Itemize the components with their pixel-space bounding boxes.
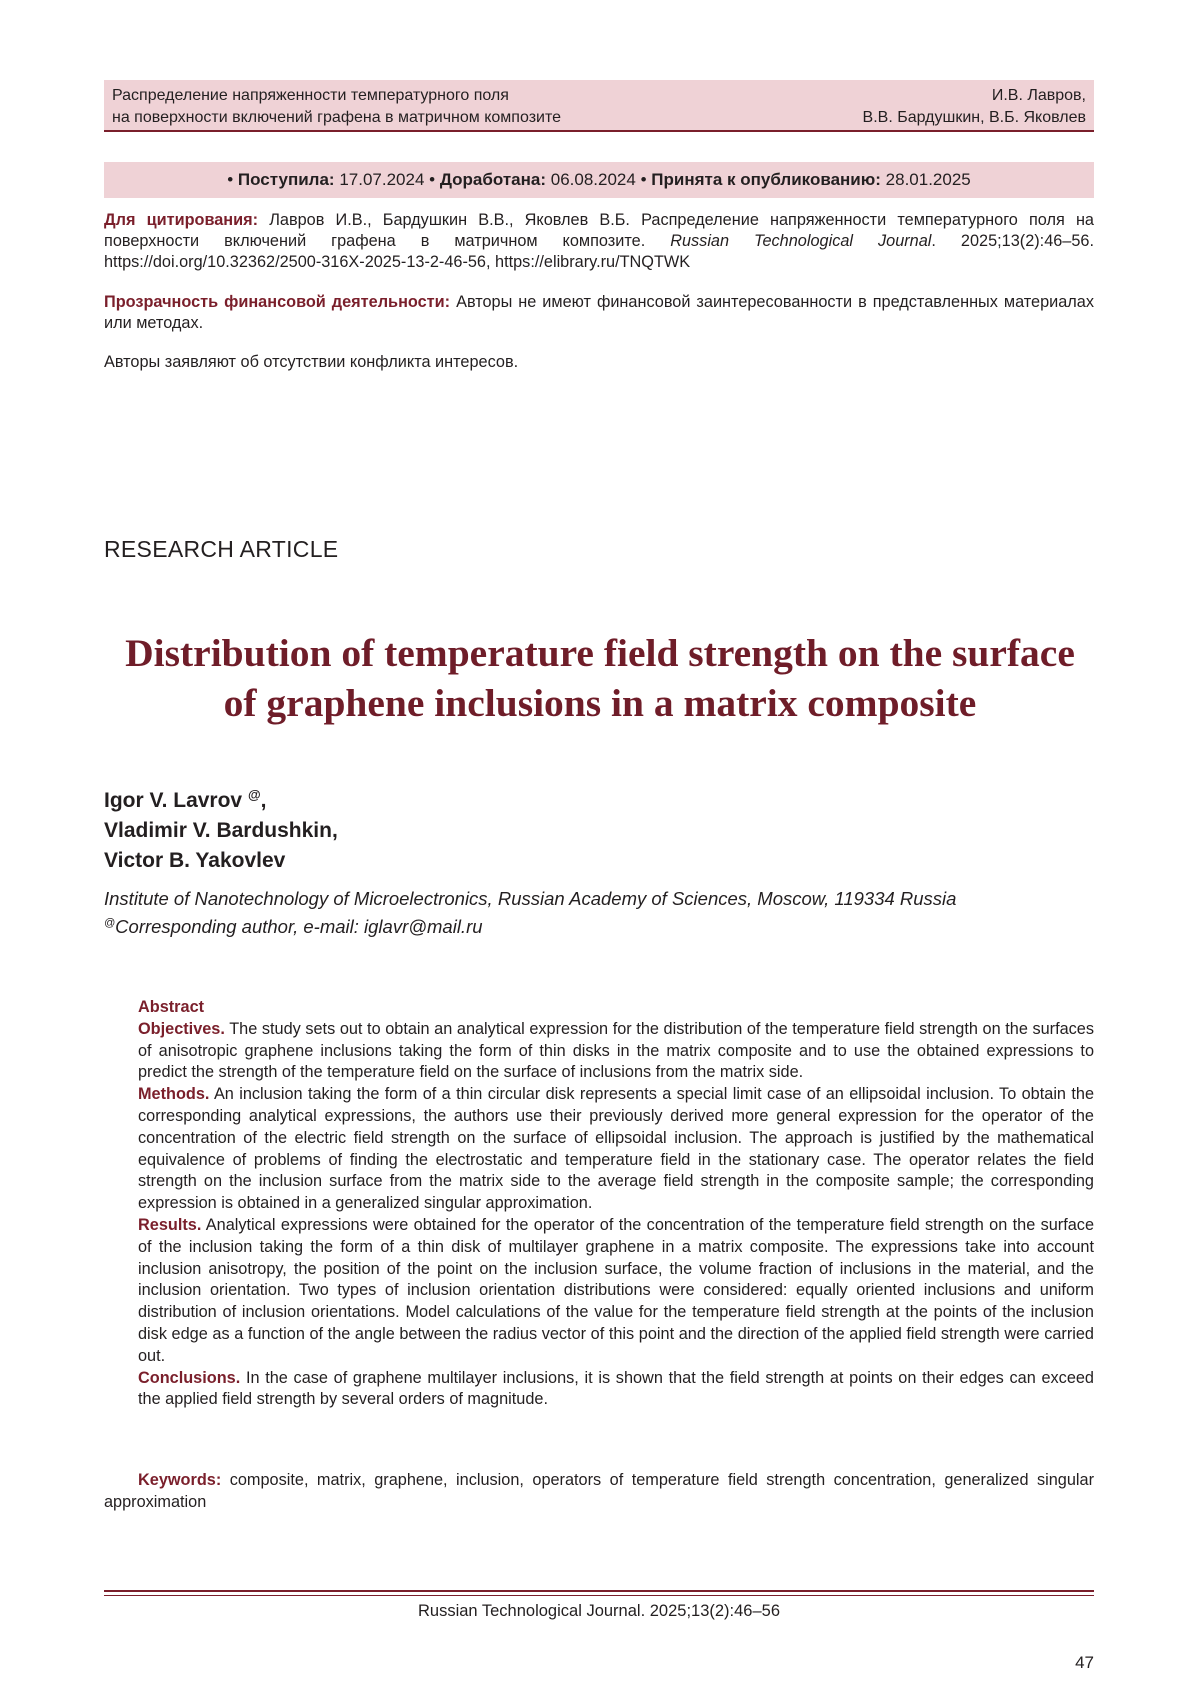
accepted-date: 28.01.2025 xyxy=(885,170,971,189)
bullet: • xyxy=(429,170,440,189)
abstract-objectives xyxy=(138,1019,1094,1084)
accepted-label: Принята к опубликованию: xyxy=(651,170,881,189)
footer-rule xyxy=(104,1590,1094,1592)
page-number: 47 xyxy=(1075,1653,1094,1672)
citation-label: Для цитирования: xyxy=(104,211,259,229)
bullet: • xyxy=(227,170,238,189)
footer-journal: Russian Technological Journal. 2025;13(2):46–56 xyxy=(417,1602,781,1620)
header-title-line2: на поверхности включений графена в матричном композите xyxy=(112,109,562,126)
article-type: RESEARCH ARTICLE xyxy=(104,536,339,562)
methods-text: An inclusion taking the form of a thin circular disk represents a special limit case of an ellipsoidal inclusion. To obtain the corresponding analytical expressions, the authors use their previously derived more general expression for the operator of the concentration of the electric field strength on the surface of ellipsoidal inclusion. The approach is justified by the mathematical equivalence of problems of finding the electrostatic and temperature field in the stationary case. The operator relates the field strength on the inclusion surface from the matrix side to the average field strength in the composite sample; the corresponding expression is obtained in a generalized singular approximation. xyxy=(138,1085,1094,1213)
objectives-label: Objectives. xyxy=(138,1019,225,1038)
methods-label: Methods. xyxy=(138,1085,210,1104)
author-name: Igor V. Lavrov xyxy=(104,789,243,812)
financial-paragraph xyxy=(104,292,1094,334)
revised-date: 06.08.2024 xyxy=(550,170,636,189)
header-authors xyxy=(863,85,1086,129)
abstract-heading: Abstract xyxy=(138,998,205,1016)
financial-label: Прозрачность финансовой деятельности: xyxy=(104,293,451,311)
author-separator: , xyxy=(260,789,267,812)
citation-text: Лавров И.В., Бардушкин В.В., Яковлев В.Б. Распределение напряженности температурного поля на поверхности включений графена в матричном композите. xyxy=(104,211,1094,250)
author-line-2: Vladimir V. Bardushkin, xyxy=(104,819,338,842)
revised-label: Доработана: xyxy=(439,170,547,189)
keywords-text: composite, matrix, graphene, inclusion, operators of temperature field strength concentration, generalized singular approximation xyxy=(104,1471,1095,1511)
footer-rule-thin xyxy=(104,1595,1094,1596)
results-text: Analytical expressions were obtained for the operator of the concentration of the temperature field strength on the surface of the inclusion taking the form of a thin disk of multilayer graphene in a matrix composite. The expressions take into account inclusion anisotropy, the position of the point on the inclusion surface, the volume fraction of inclusions in the material, and the inclusion orientation. Two types of inclusion orientation distributions were considered: equally oriented inclusions and uniform distribution of inclusion orientations. Model calculations of the value for the temperature field strength at the points of the inclusion disk edge as a function of the angle between the radius vector of this point and the direction of the applied field strength were carried out. xyxy=(138,1215,1095,1365)
received-label: Поступила: xyxy=(237,170,335,189)
header-authors-line2: В.В. Бардушкин, В.Б. Яковлев xyxy=(862,109,1086,126)
dates-band xyxy=(104,162,1094,198)
article-title-line2: of graphene inclusions in a matrix composite xyxy=(223,681,977,725)
running-header xyxy=(104,80,1094,132)
article-title xyxy=(60,628,1140,728)
affiliation-block xyxy=(104,886,956,939)
keywords-label: Keywords: xyxy=(138,1471,222,1489)
header-authors-line1: И.В. Лавров, xyxy=(991,87,1086,104)
conclusions-text: In the case of graphene multilayer inclusions, it is shown that the field strength at points on their edges can exceed the applied field strength by several orders of magnitude. xyxy=(138,1368,1094,1409)
citation-details: . 2025;13(2):46–56. https://doi.org/10.32362/2500-316X-2025-13-2-46-56, https://elibrary.ru/TNQTWK xyxy=(104,232,1094,271)
authors-block xyxy=(104,780,338,876)
abstract xyxy=(138,997,1094,1411)
citation-paragraph xyxy=(104,210,1094,273)
objectives-text: The study sets out to obtain an analytical expression for the distribution of the temperature field strength on the surfaces of anisotropic graphene inclusions taking the form of thin disks in the matrix composite and to use the obtained expressions to predict the strength of the temperature field on the surface of inclusions from the matrix side. xyxy=(138,1019,1094,1082)
article-title-line1: Distribution of temperature field strength on the surface xyxy=(125,631,1075,675)
results-label: Results. xyxy=(138,1215,202,1234)
author-line-3: Victor B. Yakovlev xyxy=(104,849,286,872)
keywords xyxy=(104,1470,1094,1514)
conflict-statement: Авторы заявляют об отсутствии конфликта интересов. xyxy=(104,353,519,371)
received-date: 17.07.2024 xyxy=(339,170,425,189)
bullet: • xyxy=(640,170,652,189)
header-title xyxy=(112,85,561,129)
abstract-methods xyxy=(138,1084,1094,1215)
conclusions-label: Conclusions. xyxy=(138,1368,241,1387)
corresponding-line xyxy=(104,911,956,939)
corresponding-mark: @ xyxy=(104,917,116,929)
corresponding-email: Corresponding author, e-mail: iglavr@mail.ru xyxy=(115,916,483,938)
corresponding-mark: @ xyxy=(247,787,261,802)
citation-journal: Russian Technological Journal xyxy=(670,232,932,250)
abstract-results xyxy=(138,1215,1094,1368)
header-title-line1: Распределение напряженности температурного поля xyxy=(112,87,509,104)
abstract-conclusions xyxy=(138,1368,1094,1412)
institute: Institute of Nanotechnology of Microelectronics, Russian Academy of Sciences, Moscow, 119334 Russia xyxy=(104,888,957,909)
financial-text: Авторы не имеют финансовой заинтересованности в представленных материалах или методах. xyxy=(104,293,1094,332)
author-line-1 xyxy=(104,780,338,816)
